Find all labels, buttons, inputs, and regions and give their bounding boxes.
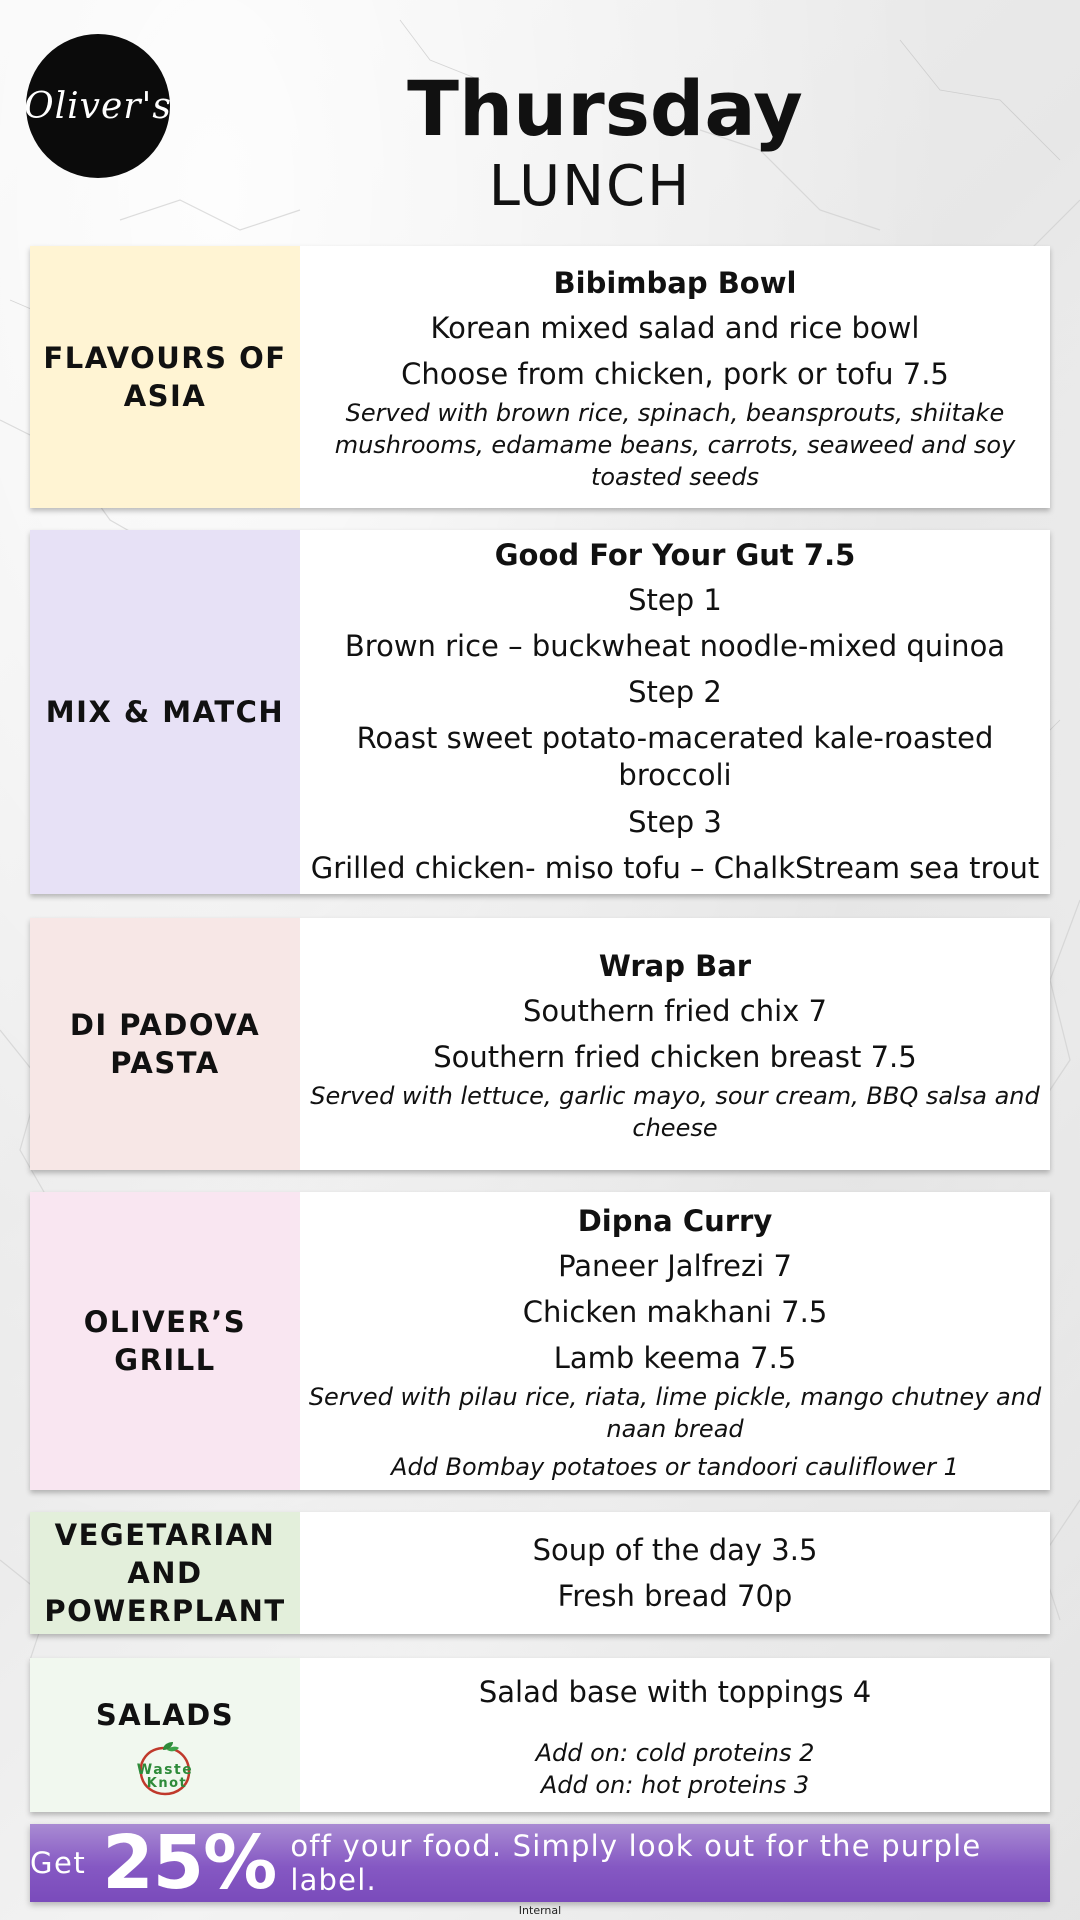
- menu-section-flavours-of-asia: [30, 246, 1050, 508]
- section-label: MIX & MATCH: [45, 695, 285, 729]
- menu-line: Step 2: [628, 675, 722, 709]
- menu-line: Southern fried chix 7: [522, 994, 827, 1028]
- day-title: Thursday: [407, 64, 803, 153]
- menu-line: Brown rice – buckwheat noodle-mixed quinoa: [344, 629, 1006, 663]
- dish-addon-note: Add on: hot proteins 3: [540, 1771, 810, 1799]
- menu-section-di-padova-pasta: [30, 918, 1050, 1170]
- menu-line: Chicken makhani 7.5: [522, 1295, 828, 1329]
- banner-get-text: Get: [30, 1846, 87, 1880]
- waste-knot-badge-icon: [133, 1740, 197, 1798]
- section-label-panel: [30, 530, 300, 894]
- dish-note: Served with brown rice, spinach, beansprouts, shiitake mushrooms, edamame beans, carrots, seaweed and soy toasted seeds: [334, 399, 1016, 491]
- section-content: [300, 246, 1050, 508]
- dish-title: Bibimbap Bowl: [553, 266, 797, 300]
- dish-note: Served with pilau rice, riata, lime pickle, mango chutney and naan bread: [308, 1383, 1042, 1443]
- menu-section-vegetarian-powerplant: [30, 1512, 1050, 1634]
- badge-line-1: Waste: [136, 1762, 194, 1778]
- section-label: VEGETARIAN AND POWERPLANT: [44, 1518, 286, 1628]
- badge-line-2: Knot: [146, 1776, 188, 1791]
- menu-section-salads: [30, 1658, 1050, 1812]
- section-label-panel: [30, 1512, 300, 1634]
- menu-line: Korean mixed salad and rice bowl: [430, 311, 920, 345]
- section-content: [300, 918, 1050, 1170]
- footer-classification: Internal: [518, 1904, 562, 1917]
- banner-message: off your food. Simply look out for the purple label.: [290, 1829, 982, 1897]
- section-content: [300, 1512, 1050, 1634]
- discount-banner: [30, 1820, 1050, 1906]
- section-label-panel: [30, 918, 300, 1170]
- dish-addon-note: Add on: cold proteins 2: [535, 1739, 815, 1767]
- section-label-panel: [30, 1192, 300, 1490]
- menu-line: Lamb keema 7.5: [553, 1341, 797, 1375]
- section-label-panel: [30, 1658, 300, 1812]
- menu-line: Southern fried chicken breast 7.5: [433, 1040, 917, 1074]
- section-label-panel: [30, 246, 300, 508]
- menu-line: Roast sweet potato-macerated kale-roasted broccoli: [356, 721, 994, 792]
- menu-line: Step 3: [628, 805, 722, 839]
- logo-text: Oliver's: [24, 85, 172, 127]
- menu-line: Step 1: [628, 583, 722, 617]
- menu-line: Fresh bread 70p: [557, 1579, 793, 1613]
- meal-title: LUNCH: [488, 154, 692, 219]
- dish-addon-note: Add Bombay potatoes or tandoori cauliflower 1: [391, 1453, 959, 1481]
- dish-note: Served with lettuce, garlic mayo, sour cream, BBQ salsa and cheese: [310, 1082, 1040, 1142]
- menu-line: Choose from chicken, pork or tofu 7.5: [401, 357, 949, 391]
- section-label: SALADS: [95, 1698, 235, 1732]
- section-label: FLAVOURS OF ASIA: [43, 341, 287, 413]
- section-content: [300, 530, 1050, 894]
- section-label: OLIVER’S GRILL: [83, 1305, 247, 1377]
- menu-line: Grilled chicken- miso tofu – ChalkStream sea trout: [310, 851, 1040, 885]
- dish-title: Dipna Curry: [577, 1204, 773, 1238]
- banner-percent: 25%: [102, 1820, 277, 1906]
- menu-section-mix-and-match: [30, 530, 1050, 894]
- dish-title: Wrap Bar: [598, 949, 752, 983]
- menu-line: Salad base with toppings 4: [478, 1675, 872, 1709]
- page-header: [0, 64, 1080, 220]
- section-label: DI PADOVA PASTA: [69, 1008, 261, 1080]
- menu-line: Paneer Jalfrezi 7: [558, 1249, 792, 1283]
- section-content: [300, 1192, 1050, 1490]
- section-content: [300, 1658, 1050, 1812]
- dish-title: Good For Your Gut 7.5: [494, 538, 856, 572]
- menu-line: Soup of the day 3.5: [532, 1533, 818, 1567]
- menu-section-olivers-grill: [30, 1192, 1050, 1490]
